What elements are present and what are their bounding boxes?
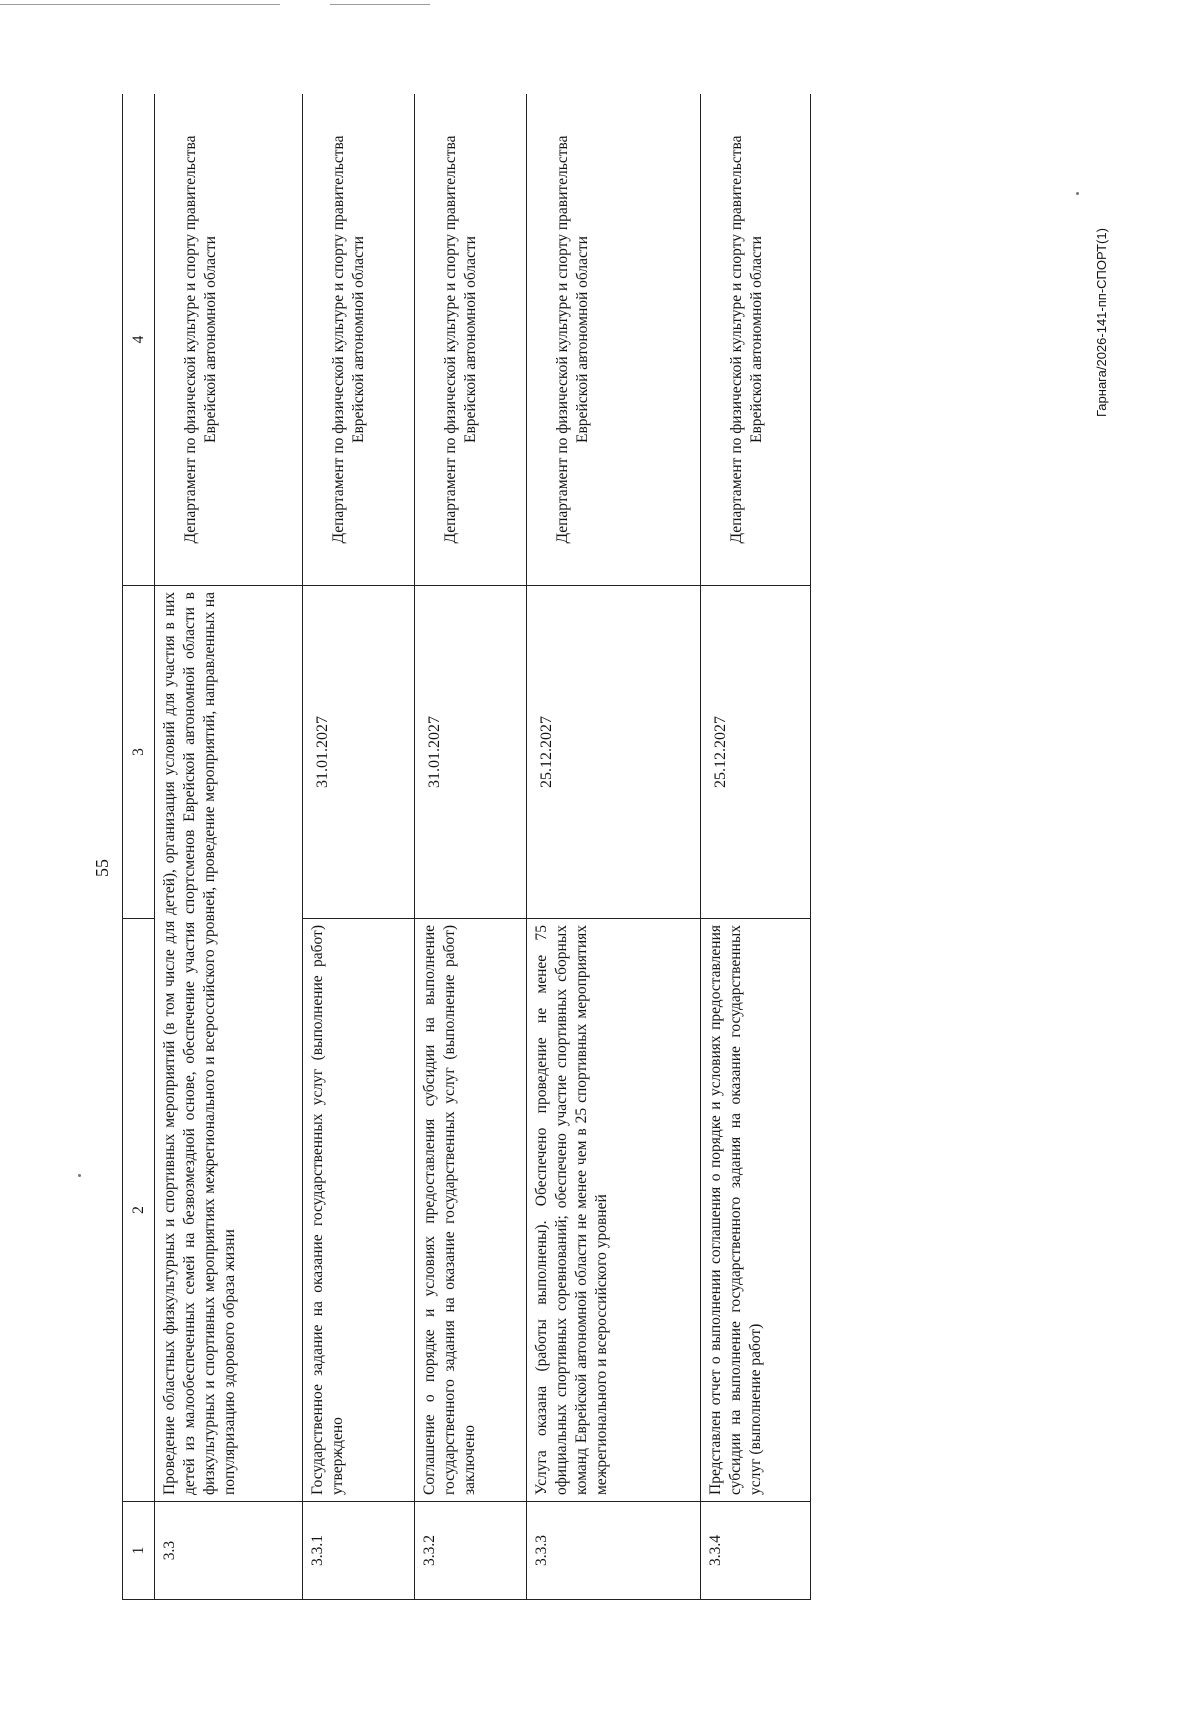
row-number: 3.3 (155, 1502, 303, 1600)
row-date: 31.01.2027 (303, 586, 415, 919)
table-row (526, 94, 701, 1600)
scan-speck (1076, 192, 1079, 195)
rotated-table-container (122, 94, 811, 1600)
row-description: Услуга оказана (работы выполнены). Обеспечено проведение не менее 75 официальных спортивных соревнований; обеспечено участие спортивных сборных команд Еврейской автономной области не менее чем в 25 спортивных мероприятиях межрегионального и всероссийского уровней (526, 919, 701, 1502)
events-table (122, 94, 811, 1600)
table-row (155, 94, 303, 1600)
document-id: Гарнага/2026-141-пп-СПОРТ(1) (1094, 228, 1109, 417)
row-number: 3.3.3 (526, 1502, 701, 1600)
scan-artifact-line (330, 4, 430, 5)
row-responsible: Департамент по физической культуре и спорту правительства Еврейской автономной области (526, 94, 701, 586)
row-date: 25.12.2027 (701, 586, 811, 919)
row-responsible: Департамент по физической культуре и спорту правительства Еврейской автономной области (414, 94, 526, 586)
col-header-1: 1 (123, 1502, 155, 1600)
row-number: 3.3.1 (303, 1502, 415, 1600)
col-header-3: 3 (123, 586, 155, 919)
col-header-2: 2 (123, 919, 155, 1502)
col-header-4: 4 (123, 94, 155, 586)
table-row (303, 94, 415, 1600)
scan-speck (78, 1174, 81, 1177)
row-number: 3.3.4 (701, 1502, 811, 1600)
row-responsible: Департамент по физической культуре и спорту правительства Еврейской автономной области (303, 94, 415, 586)
row-description: Представлен отчет о выполнении соглашения о порядке и условиях предоставления субсидии на выполнение государственного задания на оказание государственных услуг (выполнение работ) (701, 919, 811, 1502)
scan-artifact-line (0, 4, 280, 5)
row-description: Проведение областных физкультурных и спортивных мероприятий (в том числе для детей), организация условий для участия в них детей из малообеспеченных семей на безвозмездной основе, обеспечение участия спортсменов Еврейской автономной области в физкультурных и спортивных мероприятиях межрегионального и всероссийского уровней, проведение мероприятий, направленных на популяризацию здорового образа жизни (155, 586, 303, 1502)
table-header-row (123, 94, 155, 1600)
row-description: Соглашение о порядке и условиях предоставления субсидии на выполнение государственного задания на оказание государственных услуг (выполнение работ) заключено (414, 919, 526, 1502)
page-number: 55 (92, 859, 112, 877)
row-responsible: Департамент по физической культуре и спорту правительства Еврейской автономной области (701, 94, 811, 586)
row-description: Государственное задание на оказание государственных услуг (выполнение работ) утверждено (303, 919, 415, 1502)
table-row (701, 94, 811, 1600)
table-row (414, 94, 526, 1600)
row-number: 3.3.2 (414, 1502, 526, 1600)
row-responsible: Департамент по физической культуре и спорту правительства Еврейской автономной области (155, 94, 303, 586)
row-date: 25.12.2027 (526, 586, 701, 919)
row-date: 31.01.2027 (414, 586, 526, 919)
